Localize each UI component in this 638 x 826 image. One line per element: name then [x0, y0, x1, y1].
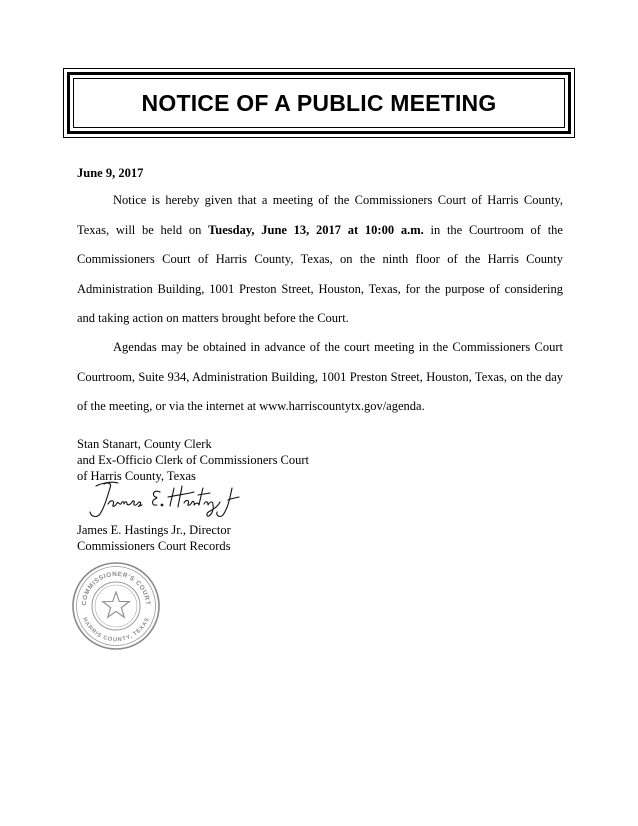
notice-date: June 9, 2017	[77, 166, 144, 180]
title-frame	[67, 72, 571, 134]
paragraph-1-rest: in the Courtroom of the Commissioners Court of Harris County, Texas, on the ninth floor of the Harris County Administration Building, 1001 Preston Street, Houston, Texas, for the purpose of considering and taking action on matters brought before the Court.	[77, 222, 563, 325]
director-block	[77, 522, 231, 554]
clerk-line-3: of Harris County, Texas	[77, 469, 196, 483]
svg-text:COMMISSIONER'S COURT	[81, 571, 151, 606]
county-seal-stamp	[70, 560, 162, 652]
handwritten-signature	[82, 478, 242, 520]
seal-top-text: COMMISSIONER'S COURT	[80, 570, 152, 606]
seal-bottom-text: HARRIS COUNTY, TEXAS	[81, 616, 151, 644]
star-icon	[103, 592, 130, 617]
paragraph-1-intro: Notice is hereby given that a meeting of the Commissioners Court of Harris County, Texas, will be held on	[77, 193, 563, 237]
director-line-1: James E. Hastings Jr., Director	[77, 523, 231, 537]
meeting-datetime: Tuesday, June 13, 2017 at 10:00 a.m.	[208, 222, 424, 237]
notice-paragraph-1	[77, 186, 563, 334]
notice-paragraph-2	[77, 333, 563, 422]
director-line-2: Commissioners Court Records	[77, 539, 231, 553]
clerk-block	[77, 436, 309, 484]
clerk-line-2: and Ex-Officio Clerk of Commissioners Court	[77, 453, 310, 467]
notice-title: NOTICE OF A PUBLIC MEETING	[141, 89, 497, 116]
clerk-line-1: Stan Stanart, County Clerk	[77, 437, 212, 451]
agenda-paragraph: Agendas may be obtained in advance of the court meeting in the Commissioners Court Courtroom, Suite 934, Administration Building, 1001 Preston Street, Houston, Texas, on the day of the meeting, or via the internet at www.harriscountytx.gov/agenda.	[77, 340, 563, 413]
